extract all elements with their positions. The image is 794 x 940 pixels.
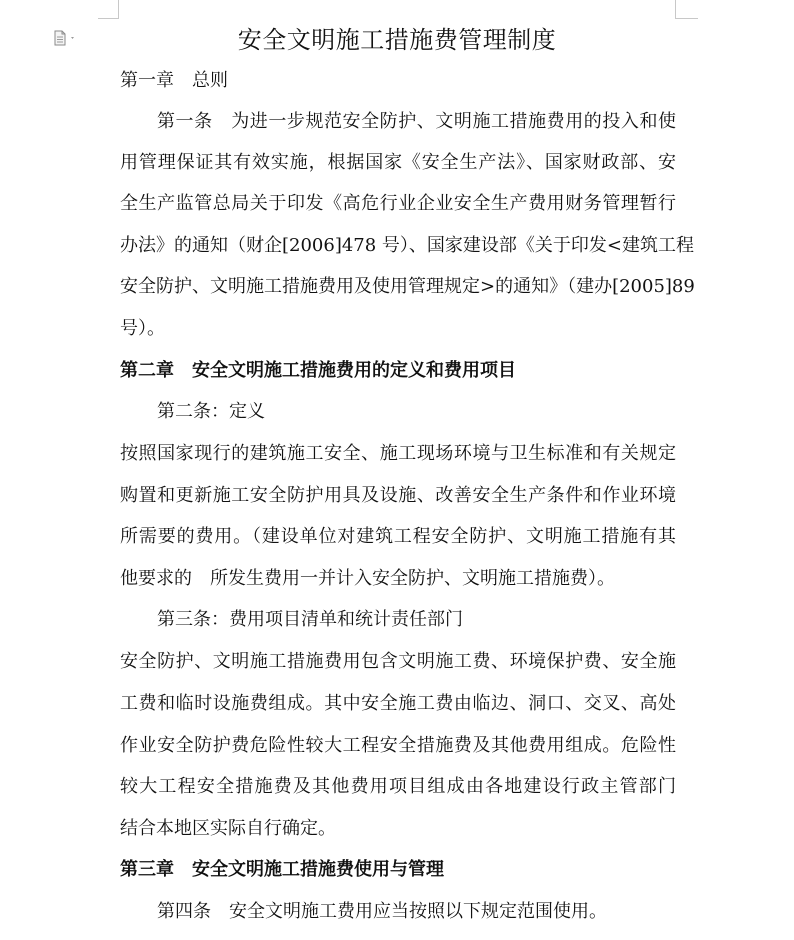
article-1-line-6: 号）。 [120,318,165,339]
article-3-line-4: 较大工程安全措施费及其他费用项目组成由各地建设行政主管部门 [120,776,676,797]
article-1-line-4: 办法》的通知（财企[2006]478 号）、国家建设部《关于印发<建筑工程 [120,235,695,256]
article-3-line-2: 工费和临时设施费组成。其中安全施工费由临边、洞口、交叉、高处 [120,693,676,714]
crop-mark-top-left [98,0,119,19]
article-2-line-3: 所需要的费用。（建设单位对建筑工程安全防护、文明施工措施有其 [120,526,676,547]
article-2-heading: 第二条：定义 [157,401,265,422]
article-3-heading: 第三条：费用项目清单和统计责任部门 [157,609,463,630]
chapter-2-heading: 第二章 安全文明施工措施费用的定义和费用项目 [120,360,516,381]
chapter-1-heading: 第一章 总则 [120,70,228,91]
article-1-line-2: 用管理保证其有效实施，根据国家《安全生产法》、国家财政部、安 [120,152,676,173]
article-2-line-2: 购置和更新施工安全防护用具及设施、改善安全生产条件和作业环境 [120,485,676,506]
article-1-line-1: 第一条 为进一步规范安全防护、文明施工措施费用的投入和使 [157,111,676,132]
article-3-line-1: 安全防护、文明施工措施费用包含文明施工费、环境保护费、安全施 [120,651,676,672]
document-title: 安全文明施工措施费管理制度 [237,26,557,54]
article-2-line-1: 按照国家现行的建筑施工安全、施工现场环境与卫生标准和有关规定 [120,443,676,464]
chapter-3-heading: 第三章 安全文明施工措施费使用与管理 [120,859,444,880]
article-3-line-3: 作业安全防护费危险性较大工程安全措施费及其他费用组成。危险性 [120,735,676,756]
article-2-line-4: 他要求的 所发生费用一并计入安全防护、文明施工措施费）。 [120,568,615,589]
crop-mark-top-right [675,0,698,19]
article-1-line-3: 全生产监管总局关于印发《高危行业企业安全生产费用财务管理暂行 [120,193,676,214]
article-4-line-1: 第四条 安全文明施工费用应当按照以下规定范围使用。 [157,901,607,922]
article-1-line-5: 安全防护、文明施工措施费用及使用管理规定>的通知》（建办[2005]89 [120,276,695,297]
article-3-line-5: 结合本地区实际自行确定。 [120,818,336,839]
